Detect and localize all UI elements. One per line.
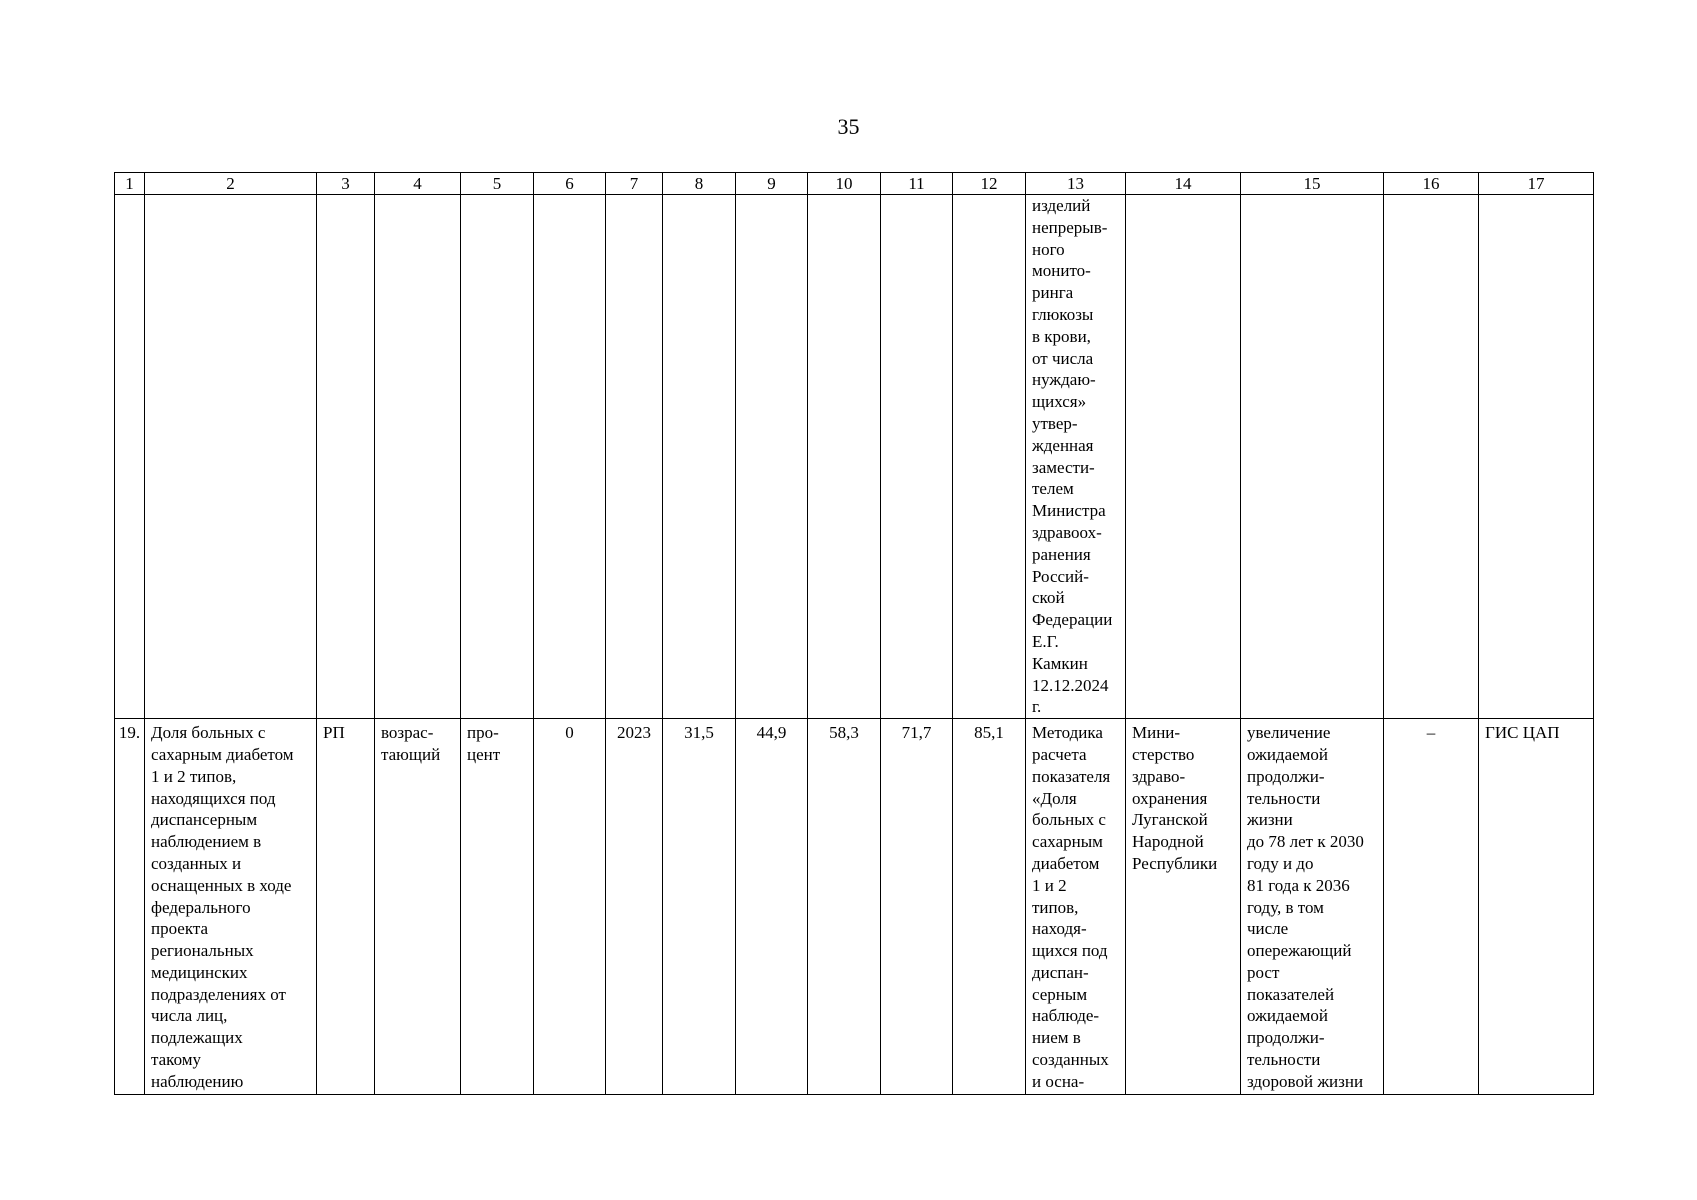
cont-cell-5 bbox=[461, 195, 534, 719]
goal-cell: увеличение ожидаемой продолжи- тельности жизни до 78 лет к 2030 году и до 81 года к 2036 году, в том числе опережающий рост показателей ожидаемой продолжи- тельности здоровой жизни bbox=[1241, 719, 1384, 1095]
cont-cell-8 bbox=[663, 195, 736, 719]
table-row-19 bbox=[115, 719, 1594, 1095]
indicator-unit: про- цент bbox=[461, 719, 534, 1095]
cont-cell-6 bbox=[534, 195, 606, 719]
page-number: 35 bbox=[837, 114, 860, 139]
col-header-13: 13 bbox=[1026, 173, 1126, 195]
methodology-cell: Методика расчета показателя «Доля больных с сахарным диабетом 1 и 2 типов, находя- щихся под диспан- серным наблюде- нием в созданных и осна- bbox=[1026, 719, 1126, 1095]
info-system-cell: ГИС ЦАП bbox=[1479, 719, 1594, 1095]
indicator-trend: возрас- тающий bbox=[375, 719, 461, 1095]
base-value: 0 bbox=[534, 719, 606, 1095]
column-number-row bbox=[115, 173, 1594, 195]
col-header-17: 17 bbox=[1479, 173, 1594, 195]
col-header-16: 16 bbox=[1384, 173, 1479, 195]
indicators-table bbox=[114, 172, 1594, 1095]
col-header-12: 12 bbox=[953, 173, 1026, 195]
value-col-8: 31,5 bbox=[663, 719, 736, 1095]
col-header-11: 11 bbox=[881, 173, 953, 195]
continuation-row bbox=[115, 195, 1594, 719]
cont-cell-12 bbox=[953, 195, 1026, 719]
responsible-cell: Мини- стерство здраво- охранения Луганской Народной Республики bbox=[1126, 719, 1241, 1095]
indicator-name: Доля больных с сахарным диабетом 1 и 2 типов, находящихся под диспансерным наблюдением в созданных и оснащенных в ходе федерального проекта региональных медицинских подразделениях от числа лиц, подлежащих такому наблюдению bbox=[145, 719, 317, 1095]
col-header-10: 10 bbox=[808, 173, 881, 195]
cont-cell-16 bbox=[1384, 195, 1479, 719]
cont-cell-2 bbox=[145, 195, 317, 719]
col-header-2: 2 bbox=[145, 173, 317, 195]
cont-cell-11 bbox=[881, 195, 953, 719]
cont-cell-15 bbox=[1241, 195, 1384, 719]
base-year: 2023 bbox=[606, 719, 663, 1095]
col-header-5: 5 bbox=[461, 173, 534, 195]
cont-cell-9 bbox=[736, 195, 808, 719]
col-header-15: 15 bbox=[1241, 173, 1384, 195]
row-number: 19. bbox=[115, 719, 145, 1095]
value-col-12: 85,1 bbox=[953, 719, 1026, 1095]
value-col-11: 71,7 bbox=[881, 719, 953, 1095]
col-header-8: 8 bbox=[663, 173, 736, 195]
cont-cell-3 bbox=[317, 195, 375, 719]
cont-cell-17 bbox=[1479, 195, 1594, 719]
col-header-3: 3 bbox=[317, 173, 375, 195]
cont-cell-14 bbox=[1126, 195, 1241, 719]
col-header-7: 7 bbox=[606, 173, 663, 195]
cont-cell-10 bbox=[808, 195, 881, 719]
cont-cell-4 bbox=[375, 195, 461, 719]
value-col-10: 58,3 bbox=[808, 719, 881, 1095]
col-header-4: 4 bbox=[375, 173, 461, 195]
col-header-1: 1 bbox=[115, 173, 145, 195]
col-header-14: 14 bbox=[1126, 173, 1241, 195]
col-header-9: 9 bbox=[736, 173, 808, 195]
col-16-cell: – bbox=[1384, 719, 1479, 1095]
cont-cell-7 bbox=[606, 195, 663, 719]
value-col-9: 44,9 bbox=[736, 719, 808, 1095]
indicator-level: РП bbox=[317, 719, 375, 1095]
cont-methodology-cell: изделий непрерыв- ного монито- ринга глюкозы в крови, от числа нуждаю- щихся» утвер- жденная замести- телем Министра здравоох- ранения Россий- ской Федерации Е.Г. Камкин 12.12.2024 г. bbox=[1026, 195, 1126, 719]
cont-cell-1 bbox=[115, 195, 145, 719]
col-header-6: 6 bbox=[534, 173, 606, 195]
